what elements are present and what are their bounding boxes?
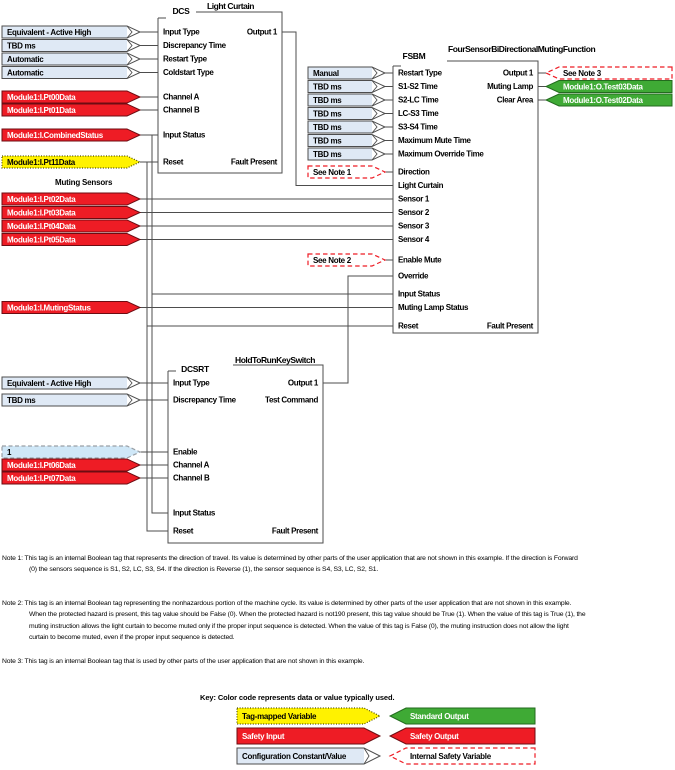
- tag-module1-i-pt00data: [2, 91, 140, 103]
- tag-label: Module1:I.MutingStatus: [7, 303, 91, 313]
- note-2-line-3: muting instruction allows the light curtain to become muted only if the proper input sequence is detected. When the value of this tag is False (0), the muting instruction does not allow the light: [29, 622, 569, 630]
- wire: [323, 276, 393, 383]
- tag-label: Safety Output: [410, 732, 459, 741]
- output-port-fault-present: Fault Present: [230, 157, 277, 167]
- tag-label: TBD ms: [313, 136, 342, 146]
- input-port-discrepancy-time: Discrepancy Time: [163, 41, 226, 50]
- tag-module1-i-pt07data: [2, 472, 140, 484]
- tag-tbd-ms: [308, 108, 385, 120]
- input-port-sensor-4: Sensor 4: [398, 235, 429, 244]
- input-port-reset: Reset: [173, 526, 194, 536]
- tag-see-note-2: [308, 254, 385, 266]
- tag-module1-o-test02data: [546, 94, 672, 106]
- tag-label: Module1:I.Pt06Data: [7, 461, 76, 470]
- tag-shape: [2, 446, 140, 458]
- tag-label: Module1:I.Pt03Data: [7, 208, 76, 218]
- tag-equivalent-active-high: [2, 377, 140, 389]
- wire: [147, 162, 168, 531]
- block-dcs: [158, 1, 282, 173]
- input-port-s1-s2-time: S1-S2 Time: [398, 82, 438, 91]
- tag-safety-output: [390, 728, 535, 744]
- tag-manual: [308, 67, 385, 79]
- input-port-override: Override: [398, 271, 429, 281]
- output-port-fault-present: Fault Present: [486, 321, 533, 331]
- tag-module1-i-mutingstatus: [2, 302, 140, 314]
- tag-module1-i-pt06data: [2, 459, 140, 471]
- tag-module1-i-pt11data: [2, 156, 140, 168]
- tag-label: Internal Safety Variable: [410, 752, 491, 761]
- input-port-input-status: Input Status: [163, 130, 206, 140]
- input-port-sensor-2: Sensor 2: [398, 208, 429, 217]
- tag-label: 1: [7, 448, 12, 457]
- key-title: Key: Color code represents data or value typically used.: [200, 693, 395, 702]
- tag-label: Manual: [313, 69, 339, 78]
- input-port-input-status: Input Status: [398, 289, 441, 299]
- tag-label: See Note 2: [313, 256, 351, 265]
- tag-label: Equivalent - Active High: [7, 379, 92, 388]
- input-port-lc-s3-time: LC-S3 Time: [398, 109, 439, 118]
- tag-tbd-ms: [2, 394, 140, 406]
- output-port-muting-lamp: Muting Lamp: [487, 82, 533, 91]
- input-port-maximum-mute-time: Maximum Mute Time: [398, 136, 471, 145]
- tag-label: Tag-mapped Variable: [242, 712, 317, 721]
- tag-label: TBD ms: [313, 96, 342, 105]
- tag-point: [364, 748, 380, 764]
- tag-label: Module1:I.Pt04Data: [7, 222, 76, 231]
- block-instance-name: HoldToRunKeySwitch: [235, 355, 316, 365]
- tag-1: [2, 446, 140, 458]
- tag-label: Module1:I.Pt07Data: [7, 474, 76, 483]
- input-port-restart-type: Restart Type: [398, 68, 442, 78]
- tag-label: TBD ms: [7, 396, 36, 405]
- output-port-output-1: Output 1: [502, 68, 533, 78]
- input-port-discrepancy-time: Discrepancy Time: [173, 395, 236, 405]
- input-port-channel-b: Channel B: [163, 105, 200, 115]
- tag-module1-i-pt05data: [2, 234, 140, 246]
- input-port-enable: Enable: [173, 447, 198, 457]
- output-port-output-1: Output 1: [287, 378, 318, 388]
- tag-module1-o-test03data: [546, 81, 672, 93]
- tag-equivalent-active-high: [2, 26, 140, 38]
- tag-automatic: [2, 53, 140, 65]
- note-1-line-2: (0) the sensors sequence is S1, S2, LC, S3, S4. If the direction is Reverse (1), the sensor sequence is S4, S3, LC, S2, S1.: [29, 566, 379, 574]
- input-port-light-curtain: Light Curtain: [398, 181, 444, 190]
- tag-label: Configuration Constant/Value: [242, 752, 347, 761]
- input-port-input-type: Input Type: [173, 378, 210, 388]
- tag-tbd-ms: [308, 135, 385, 147]
- input-port-s2-lc-time: S2-LC Time: [398, 95, 439, 105]
- note-2-line-1: Note 2: This tag is an internal Boolean tag representing the nonhazardous portion of the machine cycle. Its value is determined by other parts of the user application that are not shown in this example.: [2, 600, 572, 607]
- tag-label: Safety Input: [242, 732, 285, 741]
- tag-see-note-3: [546, 67, 672, 79]
- input-port-restart-type: Restart Type: [163, 54, 207, 64]
- note-3-line-1: Note 3: This tag is an internal Boolean tag that is used by other parts of the user application that are not shown in this example.: [2, 658, 365, 665]
- tag-tbd-ms: [308, 94, 385, 106]
- tag-label: Automatic: [7, 55, 44, 64]
- tag-automatic: [2, 67, 140, 79]
- tag-label: See Note 1: [313, 168, 351, 177]
- tag-label: TBD ms: [313, 150, 342, 159]
- tag-label: TBD ms: [7, 41, 36, 51]
- input-port-reset: Reset: [398, 321, 419, 331]
- input-port-sensor-3: Sensor 3: [398, 221, 429, 231]
- tag-tbd-ms: [308, 148, 385, 160]
- output-port-test-command: Test Command: [265, 395, 318, 405]
- tag-label: TBD ms: [313, 109, 342, 119]
- input-port-sensor-1: Sensor 1: [398, 194, 429, 204]
- tag-label: Module1:I.Pt01Data: [7, 106, 76, 115]
- tag-tbd-ms: [2, 40, 140, 52]
- tag-label: See Note 3: [563, 69, 601, 78]
- block-title: FSBM: [402, 51, 426, 61]
- tag-tag-mapped-variable: [237, 708, 380, 724]
- note-2: [2, 598, 585, 644]
- tag-configuration-constant-value: [237, 748, 380, 764]
- input-port-s3-s4-time: S3-S4 Time: [398, 122, 438, 132]
- tag-safety-input: [237, 728, 380, 744]
- block-title: DCS: [172, 6, 190, 16]
- tag-label: Module1:O.Test03Data: [563, 82, 643, 92]
- tag-module1-i-combinedstatus: [2, 129, 140, 141]
- note-2-line-2: When the protected hazard is present, this tag value should be False (0). When the protected hazard is not190 present, this tag value should be True (1). When the value of this tag is True (1), the: [29, 611, 586, 619]
- block-instance-name: Light Curtain: [207, 1, 255, 11]
- output-port-output-1: Output 1: [246, 27, 277, 37]
- input-port-coldstart-type: Coldstart Type: [163, 68, 214, 77]
- block-instance-name: FourSensorBiDirectionalMutingFunction: [448, 44, 596, 54]
- input-port-maximum-override-time: Maximum Override Time: [398, 149, 484, 159]
- tag-see-note-1: [308, 166, 385, 178]
- tag-label: Module1:I.CombinedStatus: [7, 131, 103, 140]
- note-1-line-1: Note 1: This tag is an internal Boolean tag that represents the direction of travel. Its value is determined by other parts of the user application that are not shown in this example. If the direction is Forward: [2, 555, 578, 562]
- note-2-line-4: curtain to become muted, even if the proper input sequence is detected.: [29, 634, 235, 642]
- muting-sensors-heading: Muting Sensors: [55, 178, 113, 187]
- note-3: [2, 656, 364, 667]
- tag-tbd-ms: [308, 81, 385, 93]
- output-port-clear-area: Clear Area: [496, 95, 533, 105]
- tag-module1-i-pt02data: [2, 193, 140, 205]
- input-port-channel-a: Channel A: [163, 92, 200, 102]
- tag-standard-output: [390, 708, 535, 724]
- tag-label: Module1:I.Pt02Data: [7, 195, 76, 204]
- tag-internal-safety-variable: [390, 748, 535, 764]
- tag-label: Automatic: [7, 68, 44, 78]
- input-port-input-status: Input Status: [173, 508, 216, 518]
- tag-module1-i-pt04data: [2, 220, 140, 232]
- tag-label: Module1:O.Test02Data: [563, 96, 643, 105]
- input-port-reset: Reset: [163, 157, 184, 167]
- block-dcsrt: [168, 355, 323, 543]
- tag-label: Module1:I.Pt00Data: [7, 93, 76, 102]
- note-1: [2, 553, 578, 576]
- tag-module1-i-pt01data: [2, 104, 140, 116]
- tag-label: Module1:I.Pt05Data: [7, 235, 76, 245]
- input-port-direction: Direction: [398, 167, 430, 177]
- block-title: DCSRT: [181, 364, 209, 374]
- tag-label: TBD ms: [313, 123, 342, 132]
- tag-module1-i-pt03data: [2, 207, 140, 219]
- tag-label: Standard Output: [410, 712, 469, 721]
- input-port-muting-lamp-status: Muting Lamp Status: [398, 303, 469, 312]
- tag-tbd-ms: [308, 121, 385, 133]
- tag-label: Equivalent - Active High: [7, 28, 92, 37]
- input-port-enable-mute: Enable Mute: [398, 255, 442, 265]
- wire: [152, 135, 168, 513]
- output-port-fault-present: Fault Present: [271, 526, 318, 536]
- input-port-input-type: Input Type: [163, 27, 200, 37]
- input-port-channel-b: Channel B: [173, 473, 210, 483]
- tag-label: TBD ms: [313, 82, 342, 92]
- tag-label: Module1:I.Pt11Data: [7, 158, 75, 167]
- input-port-channel-a: Channel A: [173, 460, 210, 470]
